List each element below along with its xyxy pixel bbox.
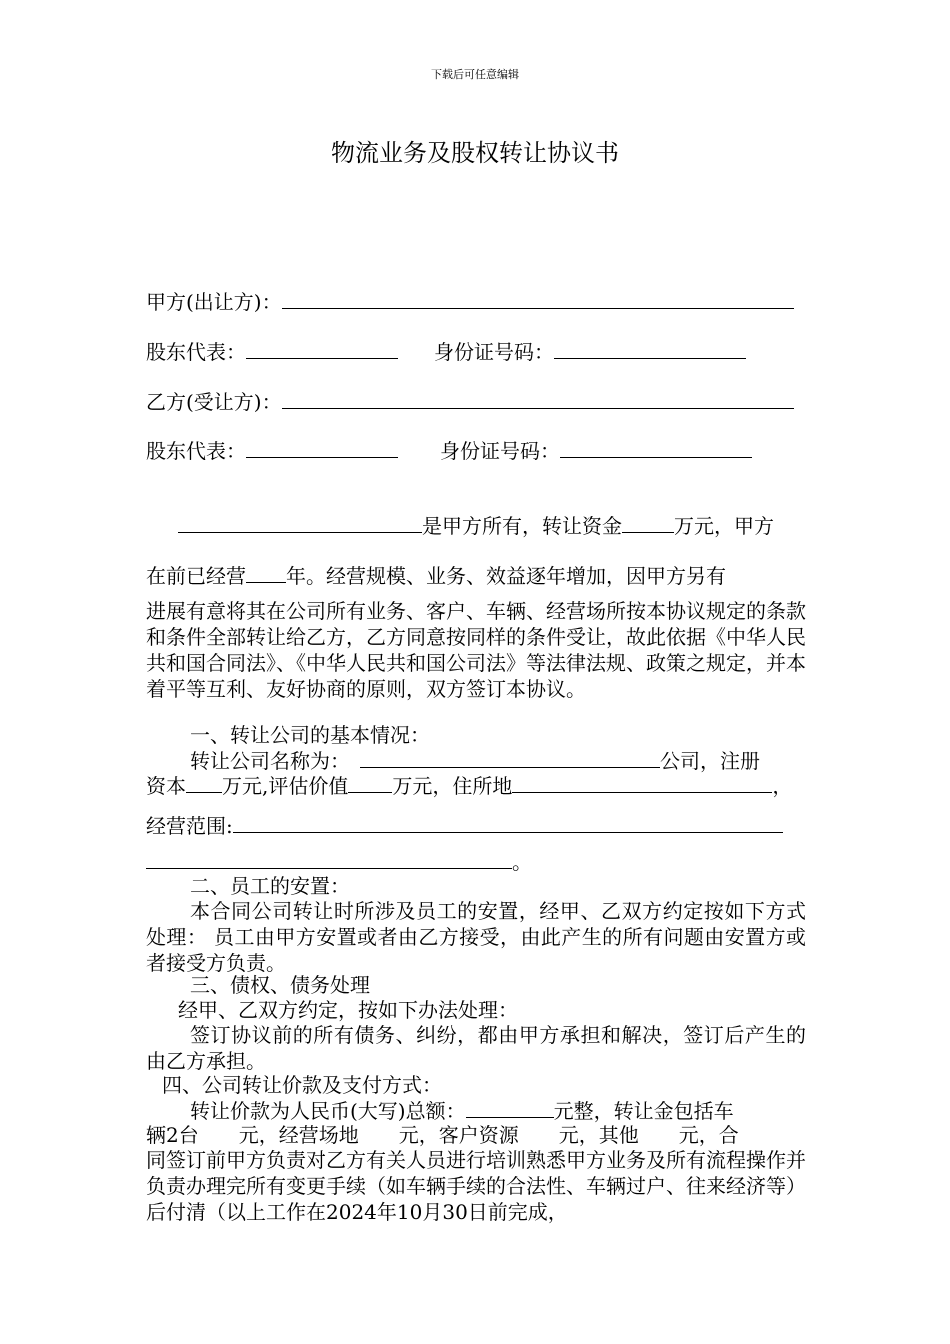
valuation-blank[interactable] (348, 772, 392, 793)
company-name-label: 转让公司名称为： (190, 749, 350, 773)
price-line (190, 1097, 734, 1124)
scope-label: 经营范围: (146, 814, 233, 838)
address-label: 万元，住所地 (392, 774, 513, 798)
section-2-body: 本合同公司转让时所涉及员工的安置，经甲、乙双方约定按如下方式处理： 员工由甲方安置或者由乙方接受，由此产生的所有问题由安置方或者接受方负责。 (146, 899, 806, 975)
party-b-label: 乙方(受让方)： (146, 390, 282, 414)
intro-text: 万元，甲方 (674, 514, 774, 538)
party-a-rep-line (146, 338, 746, 365)
company-blank[interactable] (178, 512, 422, 533)
section-4-body: 同签订前甲方负责对乙方有关人员进行培训熟悉甲方业务及所有流程操作并负责办理完所有变更手续（如车辆手续的合法性、车辆过户、往来经济等）后付清（以上工作在2024年10月30日前完成， (146, 1148, 806, 1224)
party-a-line (146, 288, 794, 315)
section-2-heading: 二、员工的安置： (190, 874, 350, 898)
period: 。 (512, 850, 532, 874)
section-3-agreement: 经甲、乙双方约定，按如下办法处理： (178, 998, 518, 1022)
rep-label: 股东代表： (146, 340, 246, 364)
scope-blank-2[interactable] (146, 848, 512, 869)
company-name-line (190, 747, 760, 774)
document-title: 物流业务及股权转让协议书 (331, 139, 619, 167)
valuation-label: 万元,评估价值 (222, 774, 349, 798)
capital-line (146, 772, 792, 799)
price-blank[interactable] (466, 1097, 554, 1118)
party-a-label: 甲方(出让方)： (146, 290, 282, 314)
page-header: 下载后可任意编辑 (431, 68, 519, 81)
party-a-blank[interactable] (282, 288, 794, 309)
id-blank[interactable] (554, 338, 746, 359)
id-label: 身份证号码： (434, 340, 554, 364)
company-name-blank[interactable] (360, 747, 660, 768)
price-label: 转让价款为人民币(大写)总额： (190, 1099, 466, 1123)
comma: ， (772, 774, 793, 798)
intro-line-1 (178, 512, 774, 539)
rep-blank[interactable] (246, 437, 398, 458)
rep-label: 股东代表： (146, 439, 246, 463)
section-1-heading: 一、转让公司的基本情况： (190, 723, 430, 747)
intro-text: 在前已经营 (146, 564, 246, 588)
scope-line (146, 812, 783, 839)
id-label: 身份证号码： (440, 439, 560, 463)
section-3-heading: 三、债权、债务处理 (190, 973, 370, 997)
price-suffix: 元整，转让金包括车 (553, 1099, 734, 1123)
section-3-body: 签订协议前的所有债务、纠纷，都由甲方承担和解决，签订后产生的由乙方承担。 (146, 1023, 806, 1073)
intro-body: 进展有意将其在公司所有业务、客户、车辆、经营场所按本协议规定的条款和条件全部转让给乙方，乙方同意按同样的条件受让，故此依据《中华人民共和国合同法》、《中华人民共和国公司法》等法律法规、政策之规定，并本着平等互利、友好协商的原则，双方签订本协议。 (146, 599, 806, 701)
party-b-blank[interactable] (282, 388, 794, 409)
party-b-line (146, 388, 794, 415)
company-name-suffix: 公司，注册 (660, 749, 760, 773)
years-blank[interactable] (246, 562, 286, 583)
intro-text: 年。经营规模、业务、效益逐年增加，因甲方另有 (286, 564, 726, 588)
scope-line-2 (146, 848, 532, 875)
section-4-heading: 四、公司转让价款及支付方式： (162, 1073, 442, 1097)
intro-line-2 (146, 562, 726, 589)
address-blank[interactable] (512, 772, 772, 793)
rep-blank[interactable] (246, 338, 398, 359)
party-b-rep-line (146, 437, 752, 464)
intro-text: 是甲方所有，转让资金 (422, 514, 622, 538)
scope-blank[interactable] (233, 812, 783, 833)
reg-capital-blank[interactable] (186, 772, 222, 793)
price-breakdown-line: 辆2台 元，经营场地 元，客户资源 元，其他 元，合 (146, 1123, 739, 1147)
capital-label: 资本 (146, 774, 186, 798)
capital-blank[interactable] (622, 512, 674, 533)
id-blank[interactable] (560, 437, 752, 458)
